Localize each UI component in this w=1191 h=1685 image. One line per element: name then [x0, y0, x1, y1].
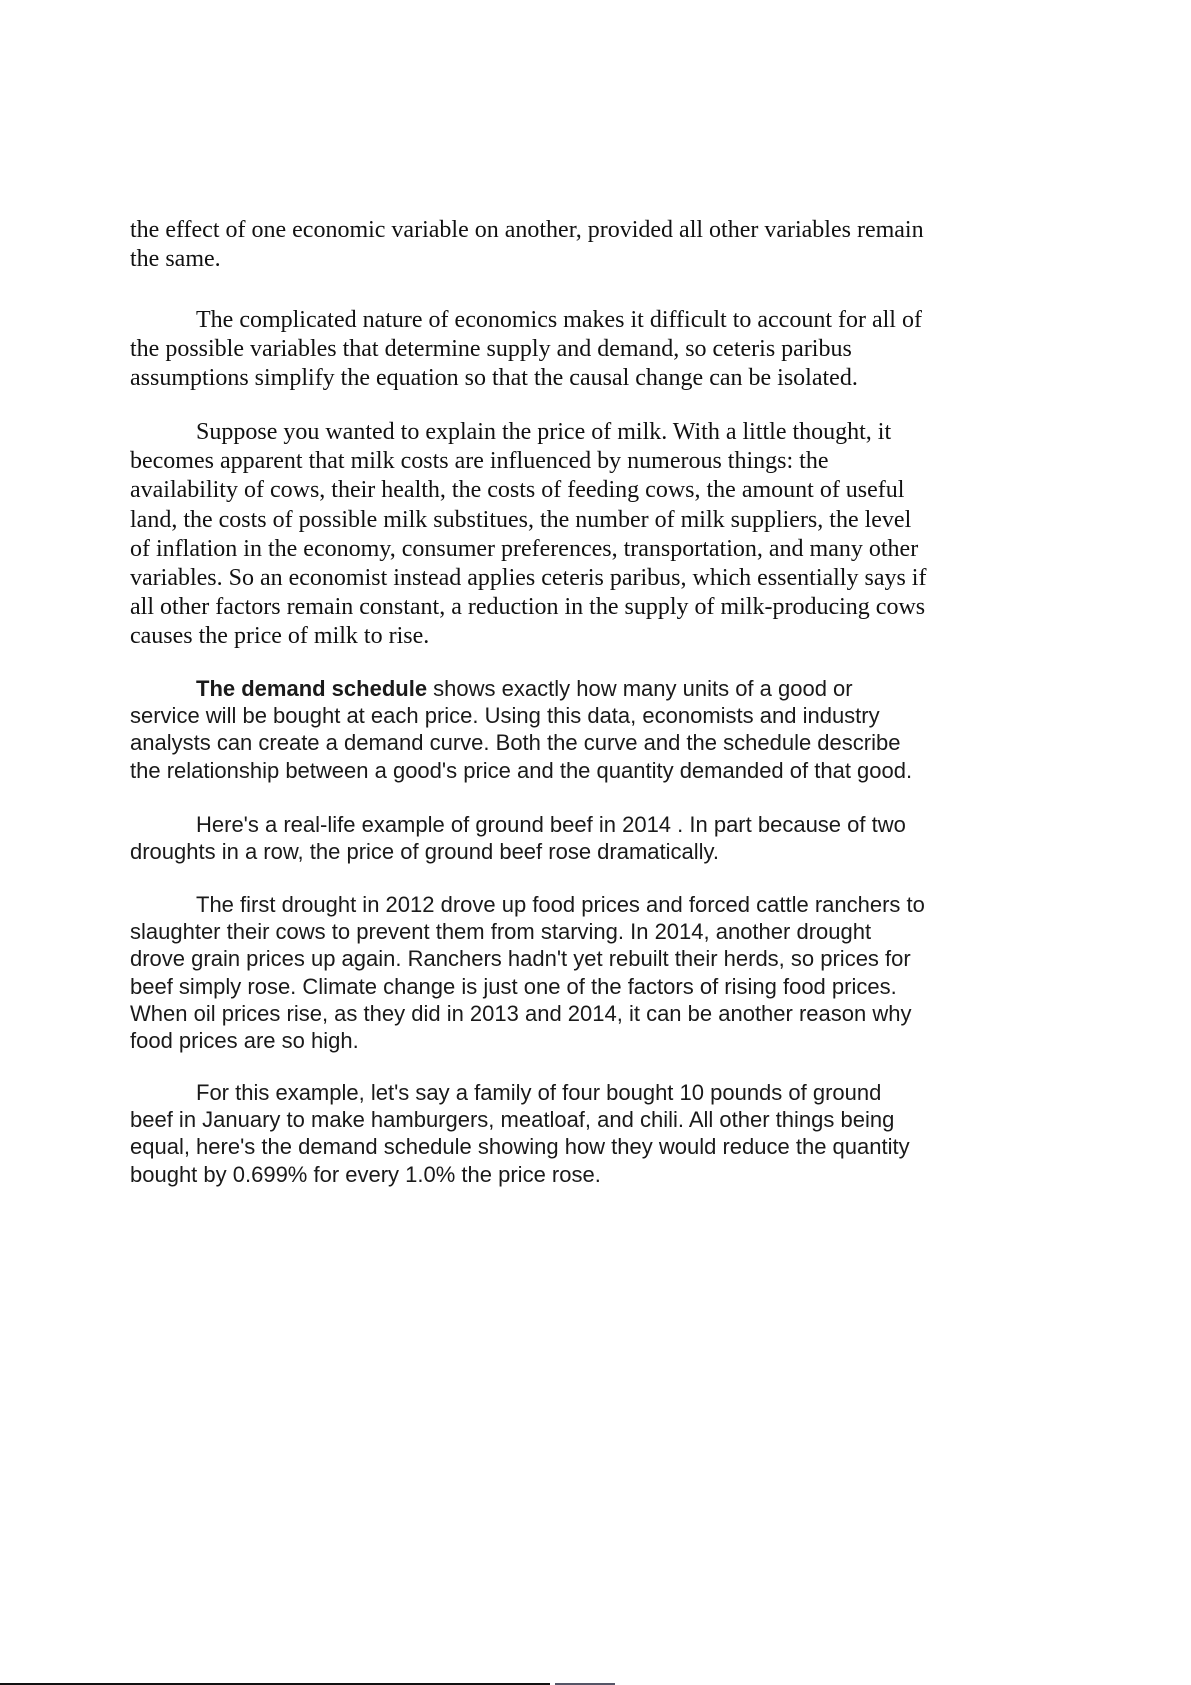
text-line: variables. So an economist instead applies ceteris paribus, which essentially says if: [130, 565, 927, 592]
text-line: For this example, let's say a family of four bought 10 pounds of ground: [196, 1080, 882, 1105]
text-line: Here's a real-life example of ground beef in 2014 . In part because of two: [196, 812, 906, 837]
text-line: the possible variables that determine supply and demand, so ceteris paribus: [130, 336, 852, 363]
paragraph-ground-beef: [130, 811, 906, 865]
text-line: bought by 0.699% for every 1.0% the price rose.: [130, 1161, 601, 1187]
text-line: slaughter their cows to prevent them from starving. In 2014, another drought: [130, 919, 872, 945]
text-line: The first drought in 2012 drove up food prices and forced cattle ranchers to: [196, 892, 925, 917]
paragraph-milk-example: [130, 418, 926, 652]
text-line: The complicated nature of economics makes it difficult to account for all of: [196, 307, 922, 333]
text-line: land, the costs of possible milk substitues, the number of milk suppliers, the level: [130, 506, 912, 533]
paragraph-family-example: [130, 1079, 910, 1188]
text-line: beef simply rose. Climate change is just one of the factors of rising food prices.: [130, 973, 897, 999]
text-line: equal, here's the demand schedule showing how they would reduce the quantity: [130, 1134, 910, 1160]
text-line: beef in January to make hamburgers, meatloaf, and chili. All other things being: [130, 1107, 895, 1133]
paragraph-demand-schedule: [130, 675, 912, 784]
text-line: the relationship between a good's price and the quantity demanded of that good.: [130, 757, 913, 783]
text-run: shows exactly how many units of a good or: [427, 676, 853, 701]
text-line: becomes apparent that milk costs are influenced by numerous things: the: [130, 448, 829, 475]
text-line: the effect of one economic variable on another, provided all other variables remain: [130, 217, 924, 243]
text-line: availability of cows, their health, the costs of feeding cows, the amount of useful: [130, 477, 905, 504]
text-line: When oil prices rise, as they did in 2013 and 2014, it can be another reason why: [130, 1000, 912, 1026]
text-line: service will be bought at each price. Using this data, economists and industry: [130, 703, 880, 729]
text-line: the same.: [130, 246, 221, 273]
text-line: assumptions simplify the equation so that the causal change can be isolated.: [130, 365, 858, 392]
text-line: of inflation in the economy, consumer preferences, transportation, and many other: [130, 535, 919, 562]
text-line: Suppose you wanted to explain the price of milk. With a little thought, it: [196, 419, 892, 445]
text-line: analysts can create a demand curve. Both the curve and the schedule describe: [130, 730, 901, 756]
text-line: causes the price of milk to rise.: [130, 623, 430, 650]
text-line: droughts in a row, the price of ground beef rose dramatically.: [130, 839, 720, 865]
bold-term: The demand schedule: [196, 676, 428, 701]
paragraph-droughts: [130, 891, 925, 1054]
paragraph-ceteris-definition-end: [130, 216, 924, 274]
text-line: food prices are so high.: [130, 1028, 359, 1054]
text-line: drove grain prices up again. Ranchers hadn't yet rebuilt their herds, so prices for: [130, 946, 911, 972]
text-line: all other factors remain constant, a reduction in the supply of milk-producing cows: [130, 594, 926, 621]
text-line: [130, 675, 912, 702]
paragraph-complicated-nature: [130, 306, 922, 394]
